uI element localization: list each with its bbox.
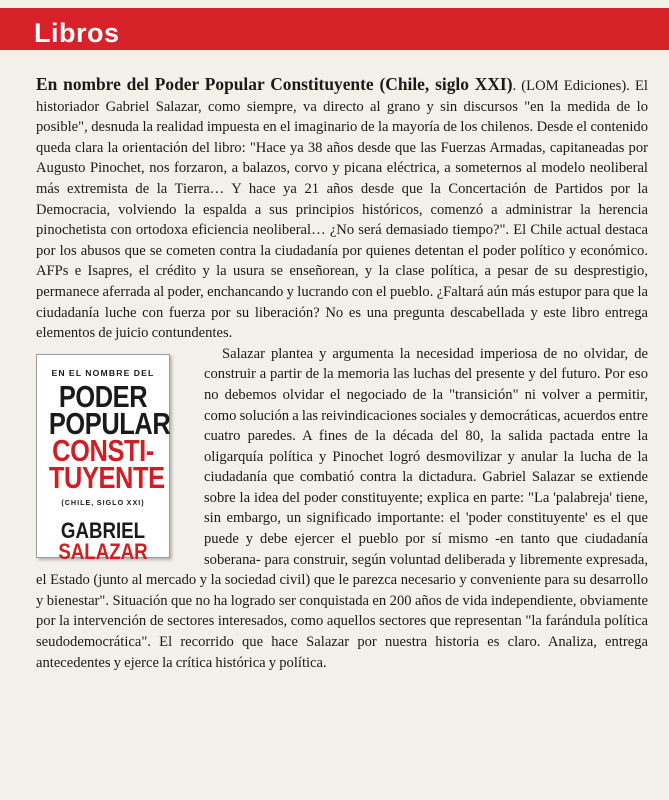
cover-title-line-2: POPULAR xyxy=(48,406,171,442)
book-cover-image xyxy=(36,354,171,564)
cover-subtitle: (CHILE, SIGLO XXI) xyxy=(61,498,145,508)
cover-author-last: SALAZAR xyxy=(58,538,148,564)
cover-title-line-3: CONSTI- xyxy=(52,433,154,469)
cover-title-line-4: TUYENTE xyxy=(48,460,165,496)
review-paragraph-2: Salazar plantea y argumenta la necesidad imperiosa de no olvidar, de construir a partir de la memoria las luchas del presente y del futuro. Por eso no debemos olvidar el negociado de la "transición" ni volver a permitir, como solución a las reivindicaciones sociales y democráticas, acuerdos entre cuatro paredes. A fines de la década del 80, la salida pactada entre la oligarquía política y Pinochet logró desmovilizar y anular la lucha de la ciudadanía que combatió contra la dictadura. Gabriel Salazar se extiende sobre la idea del poder constituyente; explica en parte: "La 'palabreja' tiene, sin embargo, un significado importante: el 'poder constituyente' es el que puede y debe ejercer el pueblo por sí mismo -en tanto que ciudadanía soberana- para construir, según voluntad deliberada y libremente expresada, el Estado (junto al mercado y la sociedad civil) que le parezca necesario y conveniente para su desarrollo y bienestar". Situación que no ha logrado ser conquistada en 200 años de vida independiente, obviamente por la intervención de sectores interesados, como aquellos sectores que representan "la farándula política seudodemocrática". El recorrido que hace Salazar por nuestra historia es claro. Analiza, entrega antecedentes y ejerce la crítica histórica y política. xyxy=(36,345,648,671)
section-title: Libros xyxy=(34,18,120,48)
review-intro-text: . (LOM Ediciones). El historiador Gabriel Salazar, como siempre, va directo al grano y sin discursos "en la medida de lo posible", desnuda la realidad impuesta en el imaginario de la mayoría de los chilenos. Desde el contenido queda clara la orientación del libro: "Hace ya 38 años desde que las Fuerzas Armadas, capitaneadas por Augusto Pinochet, nos forzaron, a balazos, corvo y picana eléctrica, a someternos al modelo neoliberal más extremista de la Tierra… Y hace ya 21 años desde que la Concertación de Partidos por la Democracia, volviendo la espalda a sus principios históricos, comenzó a administrar la herencia pinochetista con ortodoxa eficiencia neoliberal… ¿No será demasiado tiempo?". El Chile actual destaca por los abusos que se cometen contra la ciudadanía por quienes detentan el poder político y económico. AFPs e Isapres, el crédito y la usura se enseñorean, y la clase política, a pesar de su desprestigio, permanece aferrada al poder, enchancando y lucrando con el pueblo. ¿Faltará aún más estupor para que la ciudadanía luche con fuerza por su liberación? No es una pregunta descabellada y este libro entrega elementos de juicio contundentes. xyxy=(36,78,648,342)
cover-top-line: EN EL NOMBRE DEL xyxy=(51,367,155,378)
cover-author-first: GABRIEL xyxy=(60,517,146,543)
review-paragraph-1 xyxy=(36,74,648,344)
section-header-bar xyxy=(0,8,669,50)
cover-title-line-1: PODER xyxy=(58,379,148,415)
book-review-article xyxy=(36,74,648,673)
book-title-headline: En nombre del Poder Popular Constituyente (Chile, siglo XXI) xyxy=(36,74,513,94)
